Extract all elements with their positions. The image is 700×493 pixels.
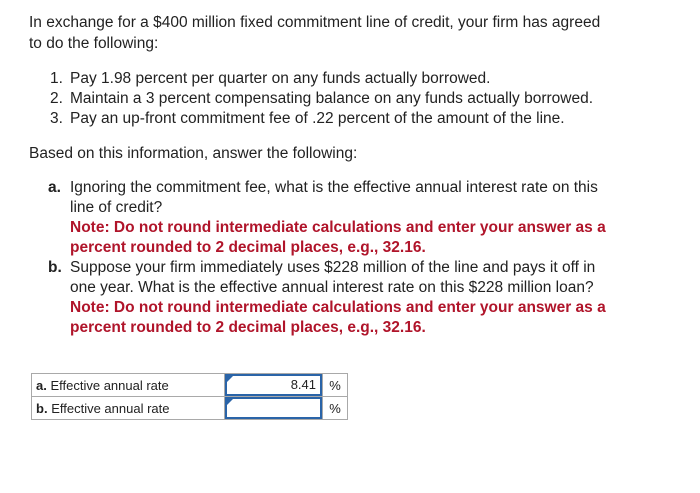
question-intro bbox=[29, 12, 679, 54]
part-question-line-2: line of credit? bbox=[70, 199, 163, 216]
item-text: Pay 1.98 percent per quarter on any funds actually borrowed. bbox=[70, 70, 491, 87]
note-line-2: percent rounded to 2 decimal places, e.g., 32.16. bbox=[70, 319, 426, 336]
item-number: 2. bbox=[50, 90, 63, 107]
answer-label-text: Effective annual rate bbox=[51, 400, 170, 416]
table-row bbox=[32, 374, 348, 397]
question-parts bbox=[29, 178, 679, 338]
answer-letter: a. bbox=[36, 377, 47, 393]
note-line-1: Note: Do not round intermediate calculations and enter your answer as a bbox=[70, 299, 606, 316]
instructions-text: Based on this information, answer the following: bbox=[29, 145, 358, 162]
item-number: 1. bbox=[50, 70, 63, 87]
answer-label bbox=[32, 397, 225, 420]
item-text: Pay an up-front commitment fee of .22 percent of the amount of the line. bbox=[70, 110, 565, 127]
answer-label bbox=[32, 374, 225, 397]
terms-list-item bbox=[29, 109, 679, 129]
part-question-line-1: Suppose your firm immediately uses $228 million of the line and pays it off in bbox=[70, 259, 596, 276]
percent-unit: % bbox=[323, 374, 348, 397]
answer-input-cell bbox=[225, 374, 323, 397]
rounding-note bbox=[70, 298, 679, 338]
item-number: 3. bbox=[50, 110, 63, 127]
answer-input-cell bbox=[225, 397, 323, 420]
table-row bbox=[32, 397, 348, 420]
question-part-a bbox=[29, 178, 679, 258]
answer-a-input[interactable]: 8.41 bbox=[225, 374, 322, 396]
question-part-b bbox=[29, 258, 679, 338]
question-content bbox=[29, 12, 679, 338]
intro-line-2: to do the following: bbox=[29, 35, 159, 52]
answer-b-input[interactable] bbox=[225, 397, 322, 419]
rounding-note bbox=[70, 218, 679, 258]
answer-table bbox=[31, 373, 348, 420]
answer-label-text: Effective annual rate bbox=[50, 377, 169, 393]
answer-letter: b. bbox=[36, 400, 48, 416]
terms-list-item bbox=[29, 69, 679, 89]
note-line-2: percent rounded to 2 decimal places, e.g., 32.16. bbox=[70, 239, 426, 256]
part-question-line-1: Ignoring the commitment fee, what is the effective annual interest rate on this bbox=[70, 179, 598, 196]
part-letter: a. bbox=[48, 179, 61, 196]
item-text: Maintain a 3 percent compensating balance on any funds actually borrowed. bbox=[70, 90, 594, 107]
terms-list-item bbox=[29, 89, 679, 109]
part-question-line-2: one year. What is the effective annual interest rate on this $228 million loan? bbox=[70, 279, 594, 296]
percent-unit: % bbox=[323, 397, 348, 420]
note-line-1: Note: Do not round intermediate calculations and enter your answer as a bbox=[70, 219, 606, 236]
intro-line-1: In exchange for a $400 million fixed commitment line of credit, your firm has agreed bbox=[29, 14, 601, 31]
terms-list bbox=[29, 69, 679, 129]
part-letter: b. bbox=[48, 259, 62, 276]
